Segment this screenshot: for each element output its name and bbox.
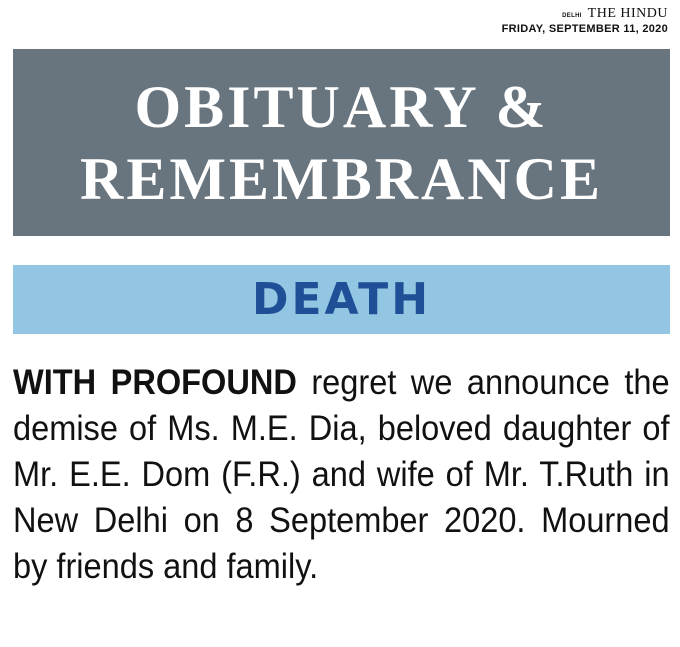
newspaper-name: THE HINDU	[587, 6, 668, 21]
category-label: DEATH	[251, 274, 432, 325]
section-title-line-2: REMEMBRANCE	[80, 145, 603, 212]
masthead	[502, 6, 668, 35]
category-bar	[13, 265, 670, 334]
notice-lead-text: WITH PROFOUND	[13, 363, 297, 402]
publication-date: FRIDAY, SEPTEMBER 11, 2020	[501, 23, 668, 35]
masthead-top	[502, 6, 668, 22]
edition-label: DELHI	[562, 13, 582, 19]
obituary-notice	[13, 360, 670, 590]
notice-body-text: regret we announce the demise of Ms. M.E. Dia, beloved daughter of Mr. E.E. Dom (F.R.) and wife of Mr. T.Ruth in New Delhi on 8 September 2020. Mourned by friends and family.	[13, 363, 670, 586]
section-title-banner	[13, 49, 670, 236]
section-title-line-1: OBITUARY &	[134, 73, 549, 140]
